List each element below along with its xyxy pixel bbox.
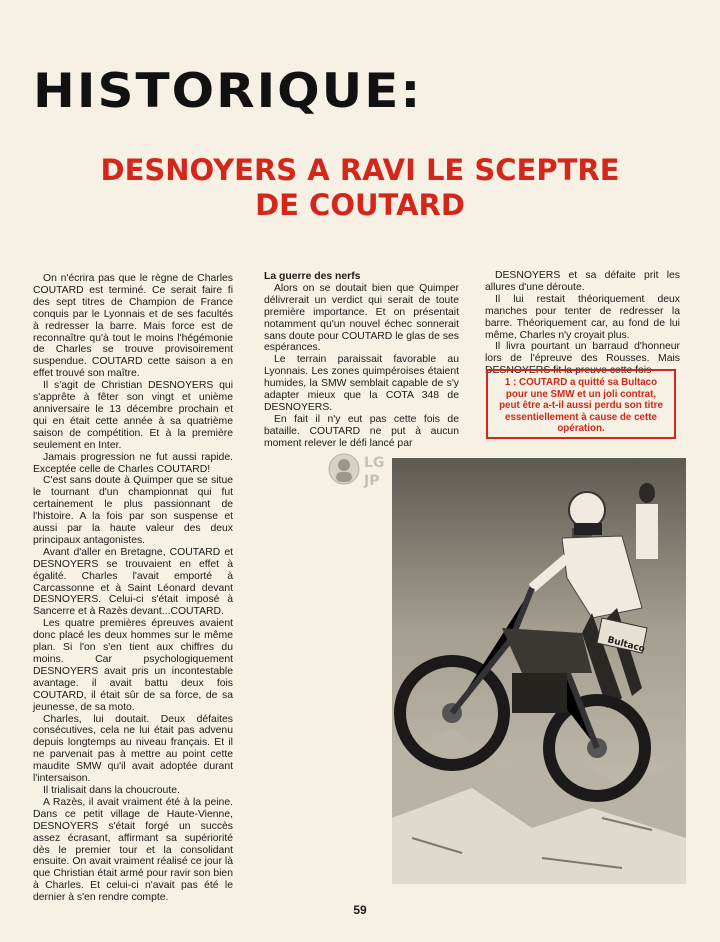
watermark-stamp: [326, 445, 392, 495]
article-headline: [0, 153, 720, 223]
paragraph: Il livra pourtant un barraud d'honneur lors de l'épreuve des Rousses. Mais DESNOYERS fit la preuve cette fois: [485, 341, 680, 377]
paragraph: Le terrain paraissait favorable au Lyonnais. Les zones quimpéroises étaient humides, la SMW semblait capable de s'y adapter mieux que la COTA 348 de DESNOYERS.: [264, 354, 459, 413]
headline-line-2: DE COUTARD: [255, 188, 465, 222]
paragraph: A Razès, il avait vraiment été à la peine. Dans ce petit village de Haute-Vienne, DESNOYERS s'était forgé un succès assez écrasant, affirmant sa supériorité dès le premier tour et la consolidant ensuite. On avait vraiment réalisé ce jour là que Christian était armé pour ravir son bien à Charles. Et celui-ci n'avait pas été le dernier à s'en rendre compte.: [33, 796, 233, 904]
text-column-1: [33, 273, 233, 904]
trial-rider-photo: [392, 458, 686, 884]
svg-text:JP: JP: [364, 473, 380, 489]
paragraph: Jamais progression ne fut aussi rapide. Exceptée celle de Charles COUTARD!: [33, 451, 233, 475]
paragraph: DESNOYERS et sa défaite prit les allures d'une déroute.: [485, 270, 680, 293]
text-column-3: [485, 270, 680, 377]
paragraph: Charles, lui doutait. Deux défaites consécutives, cela ne lui était pas advenu depuis longtemps au niveau français. Et il ne parvenait pas à mettre au point cette maudite SMW qu'il avait adoptée durant l'intersaison.: [33, 713, 233, 785]
paragraph: Alors on se doutait bien que Quimper délivrerait un verdict qui serait de toute première importance. Et on présentait notamment qu'un nouvel échec sonnerait sans doute pour COUTARD le glas de ses espérances.: [264, 282, 459, 354]
section-kicker: HISTORIQUE:: [33, 63, 423, 119]
paragraph: Les quatre premières épreuves avaient donc placé les deux hommes sur le même plan. Si l'on s'en tient aux chiffres du moins. Car psychologiquement DESNOYERS avait pris un incontestable avantage. il avait battu deux fois COUTARD, il était sûr de sa force, de sa jeunesse, de sa moto.: [33, 618, 233, 713]
subheading: La guerre des nerfs: [264, 271, 361, 282]
paragraph: On n'écrira pas que le règne de Charles COUTARD est terminé. Ce serait faire fi des sept titres de Champion de France conquis par le Lyonnais et de ses facultés à redresser la barre. Mais force est de reconnaître qu'à tout le moins l'hégémonie de Charles se trouve provisoirement suspendue. COUTARD cette saison a en effet trouvé son maître.: [33, 273, 233, 380]
paragraph: Il trialisait dans la choucroute.: [43, 784, 180, 796]
headline-line-1: DESNOYERS A RAVI LE SCEPTRE: [100, 153, 620, 187]
paragraph: Avant d'aller en Bretagne, COUTARD et DESNOYERS se trouvaient en effet à égalité. Charles l'avait emporté à Carcassonne et à Saint Léonard devant DESNOYERS. Celui-ci s'était imposé à Sancerre et à Razès devant...COUTARD.: [33, 546, 233, 618]
svg-text:Bultaco: Bultaco: [606, 635, 646, 655]
paragraph: Il lui restait théoriquement deux manches pour tenter de redresser la barre. Théoriquement car, au fond de lui même, Charles n'y croyait plus.: [485, 293, 680, 341]
page-number: 59: [353, 903, 367, 917]
photo-caption: 1 : COUTARD a quitté sa Bultaco pour une SMW et un joli contrat, peut être a-t-il aussi perdu son titre essentiellement à cause de cette opération.: [486, 369, 676, 439]
paragraph: C'est sans doute à Quimper que se situe le tournant d'un championnat qui fut certainement le plus passionnant de l'histoire. A la fois par son suspense et aussi par la haute valeur des deux principaux antagonistes.: [33, 475, 233, 546]
paragraph: Il s'agit de Christian DESNOYERS qui s'apprête à fêter son vingt et unième anniversaire le 13 décembre prochain et qui en était cette année à sa quatrième saison de compétition. Et à la première seulement en Inter.: [33, 380, 233, 451]
paragraph: En fait il n'y eut pas cette fois de bataille. COUTARD ne put à aucun moment relever le défi lancé par: [264, 413, 459, 449]
svg-text:LG: LG: [364, 455, 385, 471]
text-column-2: [264, 271, 459, 450]
